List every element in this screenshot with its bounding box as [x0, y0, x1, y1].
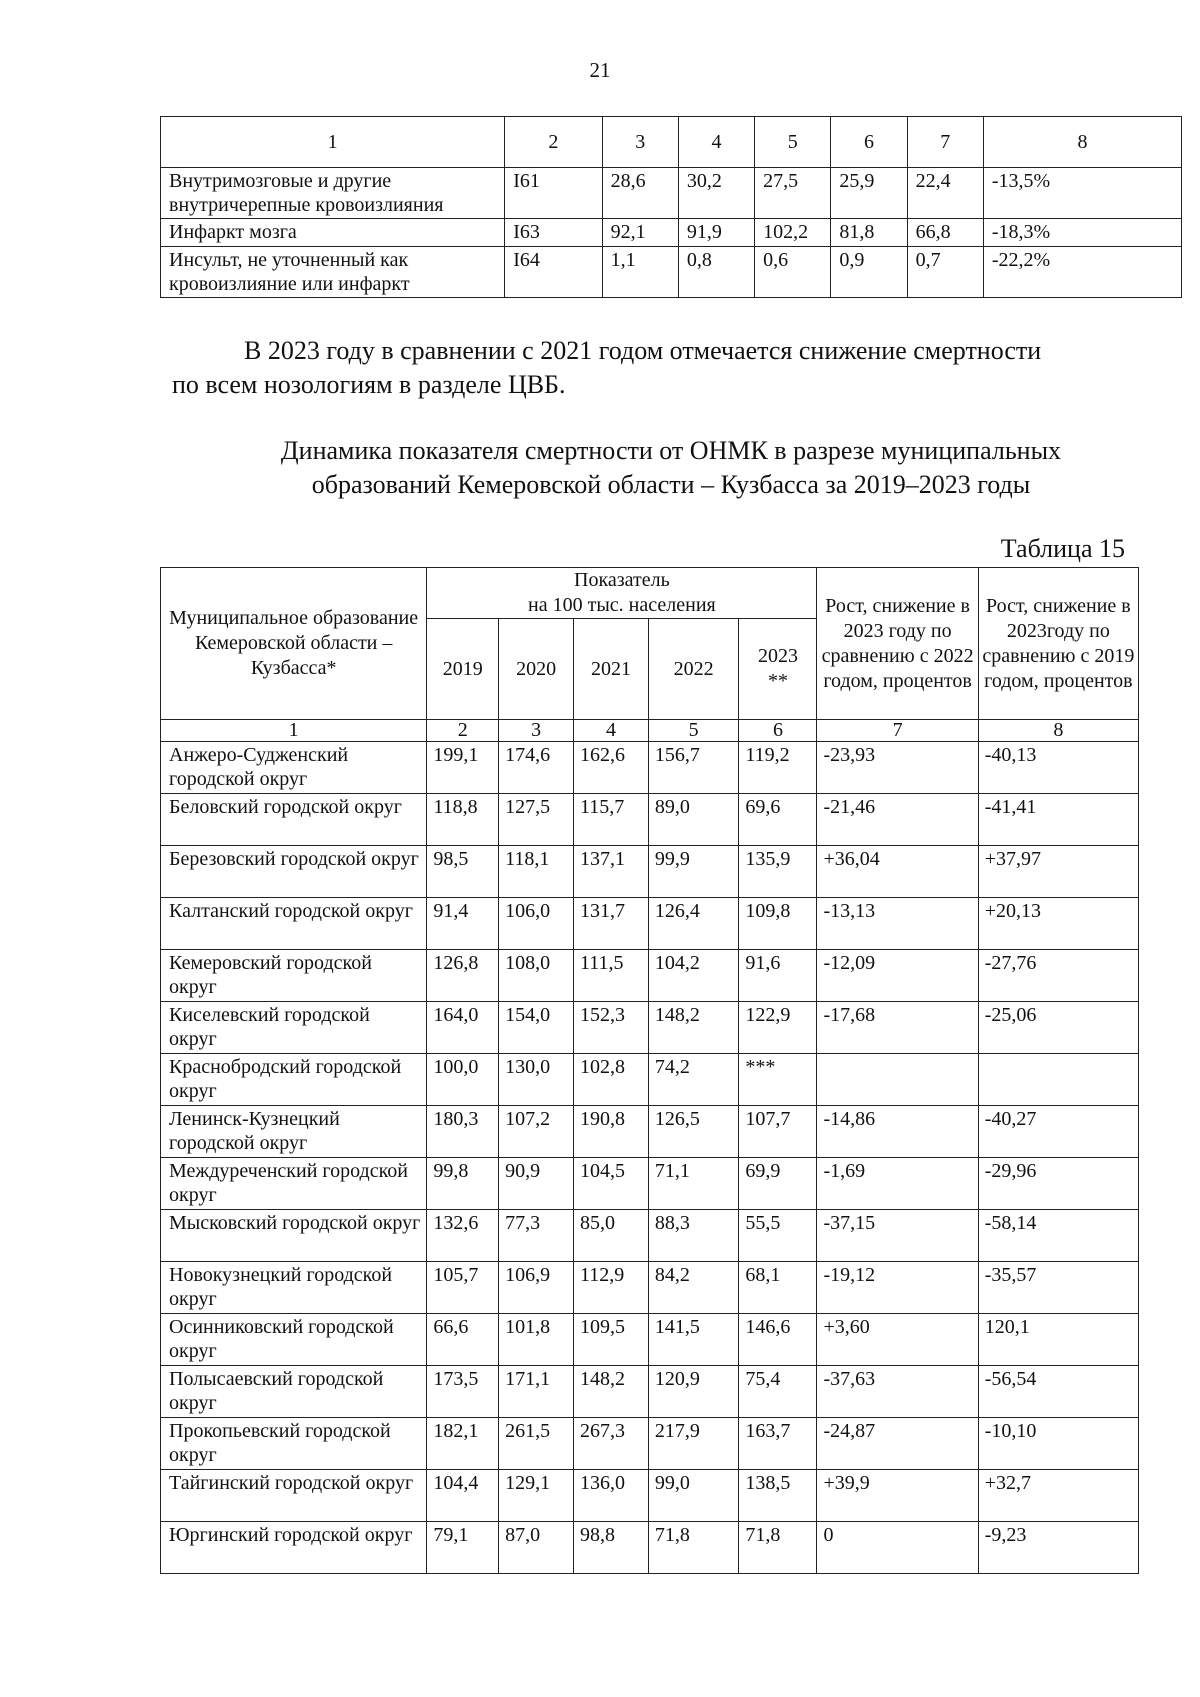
value-cell: 118,8: [427, 794, 499, 846]
value-cell: 138,5: [739, 1470, 817, 1522]
value-cell: 115,7: [574, 794, 649, 846]
table-row: [161, 1418, 1139, 1470]
value-cell: -18,3%: [983, 219, 1181, 247]
value-cell: 141,5: [648, 1314, 739, 1366]
municipality-cell: Полысаевский городской округ: [161, 1366, 427, 1418]
table-label: Таблица 15: [1000, 534, 1125, 563]
value-cell: 0: [817, 1522, 978, 1574]
value-cell: 102,2: [755, 219, 831, 247]
column-number: 6: [831, 117, 907, 168]
value-cell: 119,2: [739, 742, 817, 794]
value-cell: 173,5: [427, 1366, 499, 1418]
value-cell: 71,8: [739, 1522, 817, 1574]
value-cell: 74,2: [648, 1054, 739, 1106]
value-cell: 162,6: [574, 742, 649, 794]
value-cell: 27,5: [755, 168, 831, 219]
value-cell: [978, 1054, 1138, 1106]
value-cell: +32,7: [978, 1470, 1138, 1522]
value-cell: 71,8: [648, 1522, 739, 1574]
value-cell: 91,6: [739, 950, 817, 1002]
value-cell: 163,7: [739, 1418, 817, 1470]
municipality-cell: Междуреченский городской округ: [161, 1158, 427, 1210]
value-cell: -56,54: [978, 1366, 1138, 1418]
value-cell: 154,0: [499, 1002, 574, 1054]
value-cell: 104,5: [574, 1158, 649, 1210]
indicator-header-line: Показатель: [574, 569, 670, 591]
value-cell: 156,7: [648, 742, 739, 794]
value-cell: 55,5: [739, 1210, 817, 1262]
summary-paragraph: [172, 334, 1182, 402]
table-row: [161, 1522, 1139, 1574]
table-row: [161, 1210, 1139, 1262]
value-cell: 0,6: [755, 247, 831, 298]
value-cell: 164,0: [427, 1002, 499, 1054]
value-cell: -37,15: [817, 1210, 978, 1262]
value-cell: 135,9: [739, 846, 817, 898]
value-cell: 66,8: [907, 219, 983, 247]
value-cell: I61: [505, 168, 602, 219]
growth-2022-header: Рост, снижение в 2023 году по сравнению с 2022 годом, процентов: [817, 568, 978, 720]
value-cell: 129,1: [499, 1470, 574, 1522]
table-row: [161, 1054, 1139, 1106]
value-cell: 68,1: [739, 1262, 817, 1314]
value-cell: -12,09: [817, 950, 978, 1002]
municipality-cell: Прокопьевский городской округ: [161, 1418, 427, 1470]
paragraph-line: по всем нозологиям в разделе ЦВБ.: [172, 370, 566, 399]
value-cell: 120,1: [978, 1314, 1138, 1366]
value-cell: 99,9: [648, 846, 739, 898]
value-cell: 132,6: [427, 1210, 499, 1262]
value-cell: 180,3: [427, 1106, 499, 1158]
value-cell: 136,0: [574, 1470, 649, 1522]
value-cell: 84,2: [648, 1262, 739, 1314]
column-number: 8: [978, 720, 1138, 742]
table-row: [161, 1366, 1139, 1418]
value-cell: 0,9: [831, 247, 907, 298]
year-header: 2022: [648, 619, 739, 720]
municipality-cell: Киселевский городской округ: [161, 1002, 427, 1054]
value-cell: -17,68: [817, 1002, 978, 1054]
nosology-mortality-table: [160, 116, 1182, 298]
municipality-cell: Мысковский городской округ: [161, 1210, 427, 1262]
value-cell: 99,0: [648, 1470, 739, 1522]
value-cell: 100,0: [427, 1054, 499, 1106]
value-cell: -19,12: [817, 1262, 978, 1314]
table-row: [161, 898, 1139, 950]
value-cell: 99,8: [427, 1158, 499, 1210]
value-cell: 148,2: [574, 1366, 649, 1418]
value-cell: 101,8: [499, 1314, 574, 1366]
value-cell: 152,3: [574, 1002, 649, 1054]
municipality-cell: Осинниковский городской округ: [161, 1314, 427, 1366]
column-number: 2: [427, 720, 499, 742]
value-cell: 190,8: [574, 1106, 649, 1158]
column-number: 2: [505, 117, 602, 168]
value-cell: ***: [739, 1054, 817, 1106]
value-cell: 104,2: [648, 950, 739, 1002]
value-cell: 126,4: [648, 898, 739, 950]
value-cell: 148,2: [648, 1002, 739, 1054]
value-cell: 267,3: [574, 1418, 649, 1470]
value-cell: -10,10: [978, 1418, 1138, 1470]
value-cell: -9,23: [978, 1522, 1138, 1574]
value-cell: 75,4: [739, 1366, 817, 1418]
value-cell: 0,8: [678, 247, 754, 298]
value-cell: 66,6: [427, 1314, 499, 1366]
value-cell: -13,13: [817, 898, 978, 950]
value-cell: 98,5: [427, 846, 499, 898]
municipality-cell: Юргинский городской округ: [161, 1522, 427, 1574]
value-cell: -21,46: [817, 794, 978, 846]
paragraph-line: В 2023 году в сравнении с 2021 годом отмечается снижение смертности: [244, 336, 1042, 365]
municipality-cell: Краснобродский городской округ: [161, 1054, 427, 1106]
value-cell: 22,4: [907, 168, 983, 219]
value-cell: -40,13: [978, 742, 1138, 794]
value-cell: 88,3: [648, 1210, 739, 1262]
table-row: [161, 950, 1139, 1002]
value-cell: 25,9: [831, 168, 907, 219]
value-cell: 91,9: [678, 219, 754, 247]
column-number: 1: [161, 720, 427, 742]
value-cell: 146,6: [739, 1314, 817, 1366]
value-cell: 98,8: [574, 1522, 649, 1574]
municipality-cell: Беловский городской округ: [161, 794, 427, 846]
value-cell: 171,1: [499, 1366, 574, 1418]
municipality-cell: Калтанский городской округ: [161, 898, 427, 950]
value-cell: 109,8: [739, 898, 817, 950]
value-cell: 0,7: [907, 247, 983, 298]
table-row: [161, 168, 1182, 219]
value-cell: 92,1: [602, 219, 678, 247]
column-number: 1: [161, 117, 505, 168]
year-header: 2019: [427, 619, 499, 720]
table-row: [161, 1002, 1139, 1054]
table-row: [161, 1158, 1139, 1210]
value-cell: 85,0: [574, 1210, 649, 1262]
value-cell: 131,7: [574, 898, 649, 950]
diagnosis-cell: Инсульт, не уточненный как кровоизлияние или инфаркт: [161, 247, 505, 298]
value-cell: 107,7: [739, 1106, 817, 1158]
column-number: 7: [907, 117, 983, 168]
value-cell: 30,2: [678, 168, 754, 219]
diagnosis-cell: Внутримозговые и другие внутричерепные кровоизлияния: [161, 168, 505, 219]
value-cell: 90,9: [499, 1158, 574, 1210]
value-cell: I64: [505, 247, 602, 298]
year-2023-label: 2023: [757, 645, 798, 667]
growth-2019-header: Рост, снижение в 2023году по сравнению с 2019 годом, процентов: [978, 568, 1138, 720]
column-number: 5: [755, 117, 831, 168]
value-cell: -25,06: [978, 1002, 1138, 1054]
value-cell: 106,0: [499, 898, 574, 950]
value-cell: 261,5: [499, 1418, 574, 1470]
value-cell: -41,41: [978, 794, 1138, 846]
column-number: 5: [648, 720, 739, 742]
municipal-mortality-table: [160, 567, 1139, 1574]
value-cell: +20,13: [978, 898, 1138, 950]
column-number: 3: [499, 720, 574, 742]
table-row: [161, 1106, 1139, 1158]
table-row: [161, 1470, 1139, 1522]
value-cell: I63: [505, 219, 602, 247]
heading-line: Динамика показателя смертности от ОНМК в разрезе муниципальных: [280, 436, 1062, 465]
value-cell: -13,5%: [983, 168, 1181, 219]
value-cell: 126,5: [648, 1106, 739, 1158]
value-cell: +3,60: [817, 1314, 978, 1366]
municipality-cell: Тайгинский городской округ: [161, 1470, 427, 1522]
year-header: [739, 619, 817, 720]
value-cell: +36,04: [817, 846, 978, 898]
value-cell: +39,9: [817, 1470, 978, 1522]
value-cell: 102,8: [574, 1054, 649, 1106]
value-cell: 91,4: [427, 898, 499, 950]
value-cell: 120,9: [648, 1366, 739, 1418]
value-cell: 112,9: [574, 1262, 649, 1314]
value-cell: 106,9: [499, 1262, 574, 1314]
page-number: 21: [589, 58, 611, 82]
value-cell: 81,8: [831, 219, 907, 247]
heading-line: образований Кемеровской области – Кузбасса за 2019–2023 годы: [311, 470, 1031, 499]
value-cell: 127,5: [499, 794, 574, 846]
indicator-header-line: на 100 тыс. населения: [528, 594, 716, 616]
value-cell: 79,1: [427, 1522, 499, 1574]
value-cell: -1,69: [817, 1158, 978, 1210]
municipality-cell: Новокузнецкий городской округ: [161, 1262, 427, 1314]
column-number: 4: [574, 720, 649, 742]
value-cell: +37,97: [978, 846, 1138, 898]
column-number: 8: [983, 117, 1181, 168]
value-cell: -40,27: [978, 1106, 1138, 1158]
value-cell: 69,9: [739, 1158, 817, 1210]
value-cell: 1,1: [602, 247, 678, 298]
value-cell: 217,9: [648, 1418, 739, 1470]
value-cell: 118,1: [499, 846, 574, 898]
value-cell: -37,63: [817, 1366, 978, 1418]
column-number: 7: [817, 720, 978, 742]
value-cell: 137,1: [574, 846, 649, 898]
value-cell: 107,2: [499, 1106, 574, 1158]
value-cell: [817, 1054, 978, 1106]
column-number-row: [161, 720, 1139, 742]
value-cell: 89,0: [648, 794, 739, 846]
municipality-cell: Березовский городской округ: [161, 846, 427, 898]
table-row: [161, 742, 1139, 794]
table-row: [161, 846, 1139, 898]
value-cell: 71,1: [648, 1158, 739, 1210]
value-cell: 126,8: [427, 950, 499, 1002]
value-cell: 122,9: [739, 1002, 817, 1054]
value-cell: 199,1: [427, 742, 499, 794]
header-row: [161, 117, 1182, 168]
value-cell: 104,4: [427, 1470, 499, 1522]
municipality-cell: Анжеро-Судженский городской округ: [161, 742, 427, 794]
value-cell: 130,0: [499, 1054, 574, 1106]
value-cell: 87,0: [499, 1522, 574, 1574]
header-row: [161, 568, 1139, 619]
year-header: 2020: [499, 619, 574, 720]
municipality-cell: Ленинск-Кузнецкий городской округ: [161, 1106, 427, 1158]
value-cell: 105,7: [427, 1262, 499, 1314]
value-cell: -14,86: [817, 1106, 978, 1158]
table-row: [161, 1314, 1139, 1366]
column-number: 3: [602, 117, 678, 168]
table-row: [161, 219, 1182, 247]
value-cell: -27,76: [978, 950, 1138, 1002]
value-cell: -24,87: [817, 1418, 978, 1470]
year-2023-footnote: **: [767, 670, 788, 692]
value-cell: 108,0: [499, 950, 574, 1002]
value-cell: -35,57: [978, 1262, 1138, 1314]
column-number: 6: [739, 720, 817, 742]
value-cell: 69,6: [739, 794, 817, 846]
value-cell: 77,3: [499, 1210, 574, 1262]
value-cell: -22,2%: [983, 247, 1181, 298]
table-row: [161, 1262, 1139, 1314]
diagnosis-cell: Инфаркт мозга: [161, 219, 505, 247]
column-number: 4: [678, 117, 754, 168]
value-cell: -23,93: [817, 742, 978, 794]
value-cell: 182,1: [427, 1418, 499, 1470]
value-cell: 28,6: [602, 168, 678, 219]
value-cell: 174,6: [499, 742, 574, 794]
nosology-table-body: [161, 117, 1182, 298]
municipality-header: Муниципальное образование Кемеровской области – Кузбасса*: [161, 568, 427, 720]
municipal-table-body: [161, 568, 1139, 1574]
municipality-cell: Кемеровский городской округ: [161, 950, 427, 1002]
indicator-header: [427, 568, 817, 619]
value-cell: -29,96: [978, 1158, 1138, 1210]
table-row: [161, 247, 1182, 298]
table-row: [161, 794, 1139, 846]
value-cell: -58,14: [978, 1210, 1138, 1262]
value-cell: 109,5: [574, 1314, 649, 1366]
value-cell: 111,5: [574, 950, 649, 1002]
table-heading: [160, 434, 1182, 502]
year-header: 2021: [574, 619, 649, 720]
